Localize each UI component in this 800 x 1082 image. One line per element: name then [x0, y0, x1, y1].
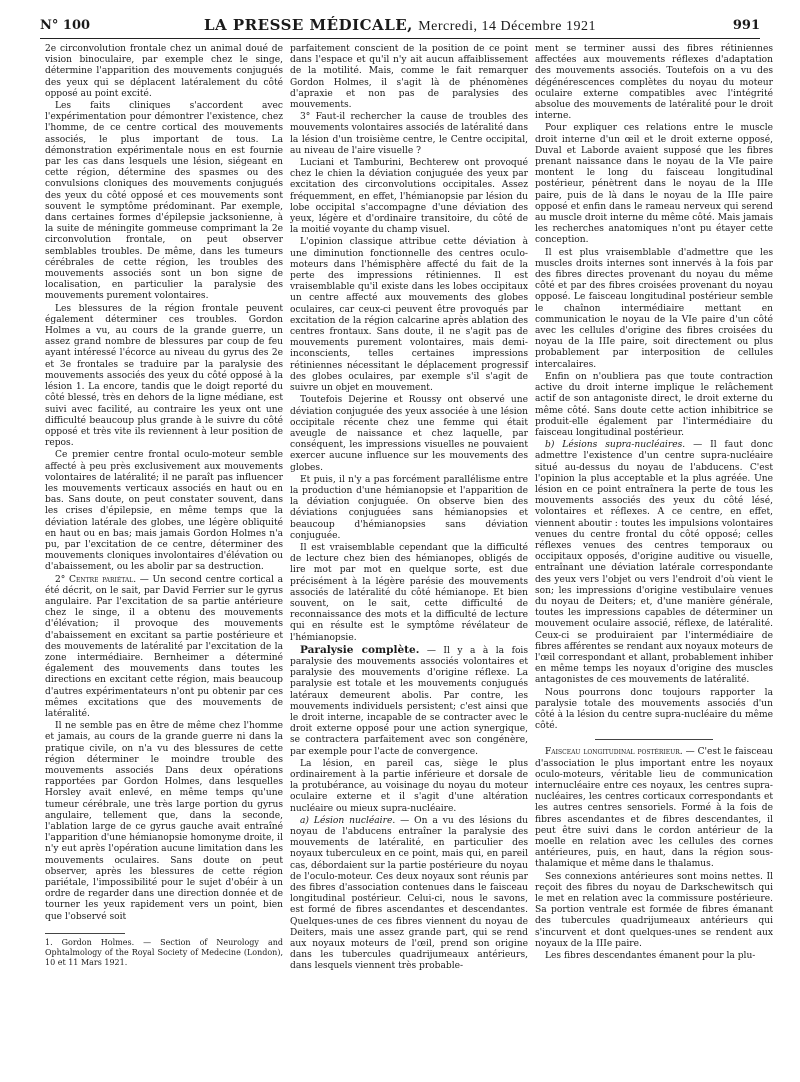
paragraph: Enfin on n'oubliera pas que toute contraction active du droit interne implique le relâchement actif de son antagoniste direct, le droit externe du même côté. Sans doute cette action inhibitrice se produit-elle également par l'intermédiaire du faisceau longitudinal postérieur.	[535, 371, 773, 438]
paragraph	[290, 816, 528, 973]
paragraph: Les fibres descendantes émanent pour la plu-	[545, 951, 756, 962]
paragraph: Luciani et Tamburini, Bechterew ont provoqué chez le chien la déviation conjuguée des yeux par excitation des circonvolutions occipitales. Assez fréquemment, en effet, l'hémianopsie par lésion du lobe occipital s'accompagne d'une déviation des yeux, légère et d'ordinaire transitoire, du côté de la moitié voyante du champ visuel.	[290, 158, 528, 236]
paragraph	[290, 645, 528, 758]
paragraph-text: — C'est le faisceau d'association le plus important entre les noyaux oculo-moteurs, véritable lieu de communication internucléaire entre ces noyaux, les centres supra-nucléaires, les centres corticaux correspondants et les autres centres sensoriels. Formé à la fois de fibres ascendantes et de fibres descendantes, il peut être suivi dans le cordon antérieur de la moelle en relation avec les cellules des cornes antérieures, puis, en haut, dans la région sous-thalamique et même dans le thalamus.	[535, 747, 773, 870]
paragraph: Les faits cliniques s'accordent avec l'expérimentation pour démontrer l'existence, chez l'homme, de ce centre cortical des mouvements associés, le plus important de tous. La démonstration expérimentale nous en est fournie par les cas dans lesquels une lésion, siégeant en cette région, détermine des spasmes ou des convulsions cloniques des mouvements conjugués des yeux du côté opposé et ces mouvements sont souvent le symptôme prédominant. Par exemple, dans certaines formes d'épilepsie jacksonienne, à la suite de méningite gommeuse comprimant la 2e circonvolution frontale, on peut observer semblables troubles. De même, dans les tumeurs cérébrales de cette région, les troubles des mouvements associés sont un bon signe de localisation, en particulier la paralysie des mouvements purement volontaires.	[45, 101, 283, 302]
section-rule	[595, 739, 713, 740]
paragraph: Et puis, il n'y a pas forcément parallélisme entre la production d'une hémianopsie et l'apparition de la déviation conjuguée. On observe bien des déviations conjuguées sans hémianopsies et beaucoup d'hémianopsies sans déviation conjuguée.	[290, 474, 528, 541]
paragraph: Il ne semble pas en être de même chez l'homme et jamais, au cours de la grande guerre ni dans la pratique civile, on n'a vu des blessures de cette région déterminer le moindre trouble des mouvements associés Dans deux opérations rapportées par Gordon Holmes, dans lesquelles Horsley avait enlevé, en même temps qu'une tumeur cérébrale, une très large portion du gyrus angulaire, tellement que, dans la seconde, l'ablation large de ce gyrus gauche avait entraîné l'apparition d'une hémianopsie homonyme droite, il n'y eut après l'opération aucune limitation dans les mouvements oculaires. Sans doute on peut observer, après les blessures de cette région pariétale, l'impossibilité pour le sujet d'obéir à un ordre de regarder dans une direction donnée et de tourner les yeux rapidement vers un point, bien que l'observé soit	[45, 721, 283, 922]
paragraph	[45, 575, 283, 721]
section-heading: Paralysie complète.	[300, 643, 420, 656]
section-heading: Faisceau longitudinal postérieur.	[545, 747, 683, 758]
paragraph-text: — Il y a à la fois paralysie des mouvements associés volontaires et paralysie des mouvements d'origine réflexe. La paralysie est totale et les mouvements conjugués latéraux demeurent abolis. Par contre, les mouvements individuels persistent; c'est ainsi que le droit interne, incapable de se contracter avec le droit externe opposé pour une action synergique, se contractera parfaitement avec son congénère, par exemple pour l'acte de convergence.	[290, 645, 528, 757]
paragraph: Ce premier centre frontal oculo-moteur semble affecté à peu près exclusivement aux mouvements volontaires de latéralité; il ne paraît pas influencer les mouvements verticaux associés en haut ou en bas. Sans doute, on peut constater souvent, dans les crises d'épilepsie, en même temps que la déviation latérale des globes, une légère obliquité en haut ou en bas; mais jamais Gordon Holmes n'a pu, par l'excitation de ce centre, déterminer des mouvements cloniques involontaires d'élévation ou d'abaissement, ou les abolir par sa destruction.	[45, 450, 283, 573]
paragraph	[535, 440, 773, 686]
paragraph: 2e circonvolution frontale chez un animal doué de vision binoculaire, par exemple chez le singe, détermine l'apparition des mouvements conjugués des yeux qui se déplacent latéralement du côté opposé au point excité.	[45, 44, 283, 99]
paragraph: La lésion, en pareil cas, siège le plus ordinairement à la partie inférieure et dorsale de la protubérance, au voisinage du noyau du moteur oculaire externe et il s'agit d'une altération nucléaire ou mieux supra-nucléaire.	[290, 758, 528, 814]
paragraph: Il est vraisemblable cependant que la difficulté de lecture chez bien des hémianopes, obligés de lire mot par mot en quelque sorte, est due précisément à la légère parésie des mouvements associés de latéralité du côté hémianope. Et bien souvent, on le sait, cette difficulté de reconnaissance des mots et la difficulté de lecture qui en résulte est le symptôme révélateur de l'hémianopsie.	[290, 542, 528, 643]
paragraph	[535, 747, 773, 870]
footnote-rule	[45, 933, 125, 934]
paragraph: L'opinion classique attribue cette déviation à une diminution fonctionnelle des centres oculo-moteurs dans l'hémisphère affecté du fait de la perte des impressions rétiniennes. Il est vraisemblable qu'il existe dans les lobes occipitaux un centre affecté aux mouvements des globes oculaires, car ceux-ci peuvent être provoqués par excitation de la région calcarine après ablation des centres frontaux. Sans doute, il ne s'agit pas de mouvements purement volontaires, mais demi-inconscients, telles certaines impressions rétiniennes nécessitant le déplacement progressif des globes oculaires, par exemple s'il s'agit de suivre un objet en mouvement.	[290, 237, 528, 394]
paragraph: Nous pourrons donc toujours rapporter la paralysie totale des mouvements associés d'un côté à la lésion du centre supra-nucléaire du même côté.	[535, 687, 773, 732]
column-2	[290, 44, 528, 974]
paragraph: ment se terminer aussi des fibres rétiniennes affectées aux mouvements réflexes d'adaptation des mouvements associés. Toutefois on a vu des dégénérescences complètes du noyau du moteur oculaire externe compatibles avec l'intégrité absolue des mouvements de latéralité pour le droit interne.	[535, 44, 773, 122]
paragraph: Toutefois Dejerine et Roussy ont observé une déviation conjuguée des yeux associée à une lésion occipitale récente chez une femme qui était aveugle de naissance et chez laquelle, par conséquent, les impressions visuelles ne pouvaient exercer aucune influence sur les mouvements des globes.	[290, 395, 528, 473]
paragraph: Ses connexions antérieures sont moins nettes. Il reçoit des fibres du noyau de Darkschewitsch qui le met en relation avec la commissure postérieure. Sa portion ventrale est formée de fibres émanant des tubercules quadrijumeaux antérieurs qui s'incurvent et dont quelques-unes se rendent aux noyaux de la IIIe paire.	[535, 871, 773, 949]
paragraph: 3° Faut-il rechercher la cause de troubles des mouvements volontaires associés de latéralité dans la lésion d'un troisième centre, le Centre occipital, au niveau de l'aire visuelle ?	[290, 112, 528, 156]
issue-number: N° 100	[40, 18, 91, 33]
subsection-heading: b) Lésions supra-nucléaires.	[545, 440, 686, 451]
publication-title: LA PRESSE MÉDICALE,	[203, 16, 413, 34]
subsection-heading: a) Lésion nucléaire.	[300, 815, 396, 826]
paragraph: Les blessures de la région frontale peuvent également déterminer ces troubles. Gordon Holmes a vu, au cours de la grande guerre, un assez grand nombre de blessures par coup de feu ayant intéressé l'écorce au niveau du gyrus des 2e et 3e frontales se traduire par la paralysie des mouvements associés des yeux du côté opposé à la lésion 1. La encore, tandis que le doigt reporté du côté blessé, très en dehors de la ligne médiane, est suivi avec facilité, au contraire les yeux ont une difficulté beaucoup plus grande à le suivre du côté opposé et très vite ils reviennent à leur position de repos.	[45, 303, 283, 449]
footnote: 1. Gordon Holmes. — Section of Neurology and Ophtalmology of the Royal Society of Medecine (London), 10 et 11 Mars 1921.	[45, 937, 283, 967]
column-1	[45, 44, 283, 969]
masthead	[40, 16, 760, 35]
section-heading: 2° Centre pariétal.	[55, 574, 137, 585]
page-header	[40, 16, 760, 39]
paragraph-text: — On a vu des lésions du noyau de l'abducens entraîner la paralysie des mouvements de latéralité, en particulier des noyaux tuberculeux en ce point, mais qui, en pareil cas, débordaient sur la partie postérieure du noyau de l'oculo-moteur. Ces deux noyaux sont réunis par des fibres d'association contenues dans le faisceau longitudinal postérieur. Celui-ci, nous le savons, est formé de fibres ascendantes et descendantes. Quelques-unes de ces fibres viennent du noyau de Deiters, mais une assez grande part, qui se rend aux noyaux moteurs de l'œil, prend son origine dans les tubercules quadrijumeaux antérieurs, dans lesquels viennent très probable-	[290, 815, 529, 972]
page-number: 991	[732, 18, 760, 33]
paragraph-text: — Un second centre cortical a été décrit, on le sait, par David Ferrier sur le gyrus angulaire. Par l'excitation de sa partie antérieure chez le singe, il a obtenu des mouvements d'élévation; il provoque des mouvements d'abaissement en excitant sa partie postérieure et des mouvements de latéralité par l'excitation de la zone intermédiaire. Bernheimer a déterminé également des mouvements dans toutes les directions en excitant cette région, mais beaucoup d'autres expérimentateurs n'ont pu obtenir par ces mêmes excitations que des mouvements de latéralité.	[45, 574, 283, 719]
paragraph: parfaitement conscient de la position de ce point dans l'espace et qu'il n'y ait aucun affaiblissement de la motilité. Mais, comme le fait remarquer Gordon Holmes, il s'agit là de phénomènes d'apraxie et non pas de paralysies des mouvements.	[290, 44, 528, 111]
paragraph: Pour expliquer ces relations entre le muscle droit interne d'un œil et le droit externe opposé, Duval et Laborde avaient supposé que les fibres prenant naissance dans le noyau de la VIe paire montent le long du faisceau longitudinal postérieur, pénètrent dans le noyau de la IIIe paire, puis de là dans le noyau de la IIIe paire opposé et enfin dans le rameau nerveux qui serend au muscle droit interne du même côté. Mais jamais les recherches anatomiques n'ont pu étayer cette conception.	[535, 123, 773, 246]
issue-date: Mercredi, 14 Décembre 1921	[418, 19, 597, 34]
paragraph-text: — Il faut donc admettre l'existence d'un centre supra-nucléaire situé au-dessus du noyau de l'abducens. C'est l'opinion la plus acceptable et la plus agréée. Une lésion en ce point entraînera la perte de tous les mouvements associés des yeux du côté lésé, volontaires et réflexes. A ce centre, en effet, viennent aboutir : toutes les impulsions volontaires venues du centre frontal du côté opposé; celles réflexes venues des centres temporaux ou occipitaux opposés, d'origine auditive ou visuelle, entraînant une déviation latérale correspondante des yeux vers l'objet ou vers l'endroit d'où vient le son; les impressions d'origine vestibulaire venues du noyau de Deiters; et, d'une manière générale, toutes les impressions capables de déterminer un mouvement oculaire associé, réflexe, de latéralité. Ceux-ci se produiraient par l'intermédiaire de fibres afférentes se rendant aux noyaux moteurs de l'œil correspondant et allant, probablement inhiber en même temps les noyaux d'origine des muscles antagonistes de ces mouvements de latéralité.	[535, 440, 774, 686]
column-3	[535, 44, 773, 963]
paragraph: Il est plus vraisemblable d'admettre que les muscles droits internes sont innervés à la fois par des fibres directes provenant du noyau du même côté et par des fibres croisées provenant du noyau opposé. Le faisceau longitudinal postérieur semble le chaînon intermédiaire mettant en communication le noyau de la VIe paire d'un côté avec les cellules d'origine des fibres croisées du noyau de la IIIe paire, soit directement ou plus probablement par interposition de cellules intercalaires.	[535, 247, 773, 370]
